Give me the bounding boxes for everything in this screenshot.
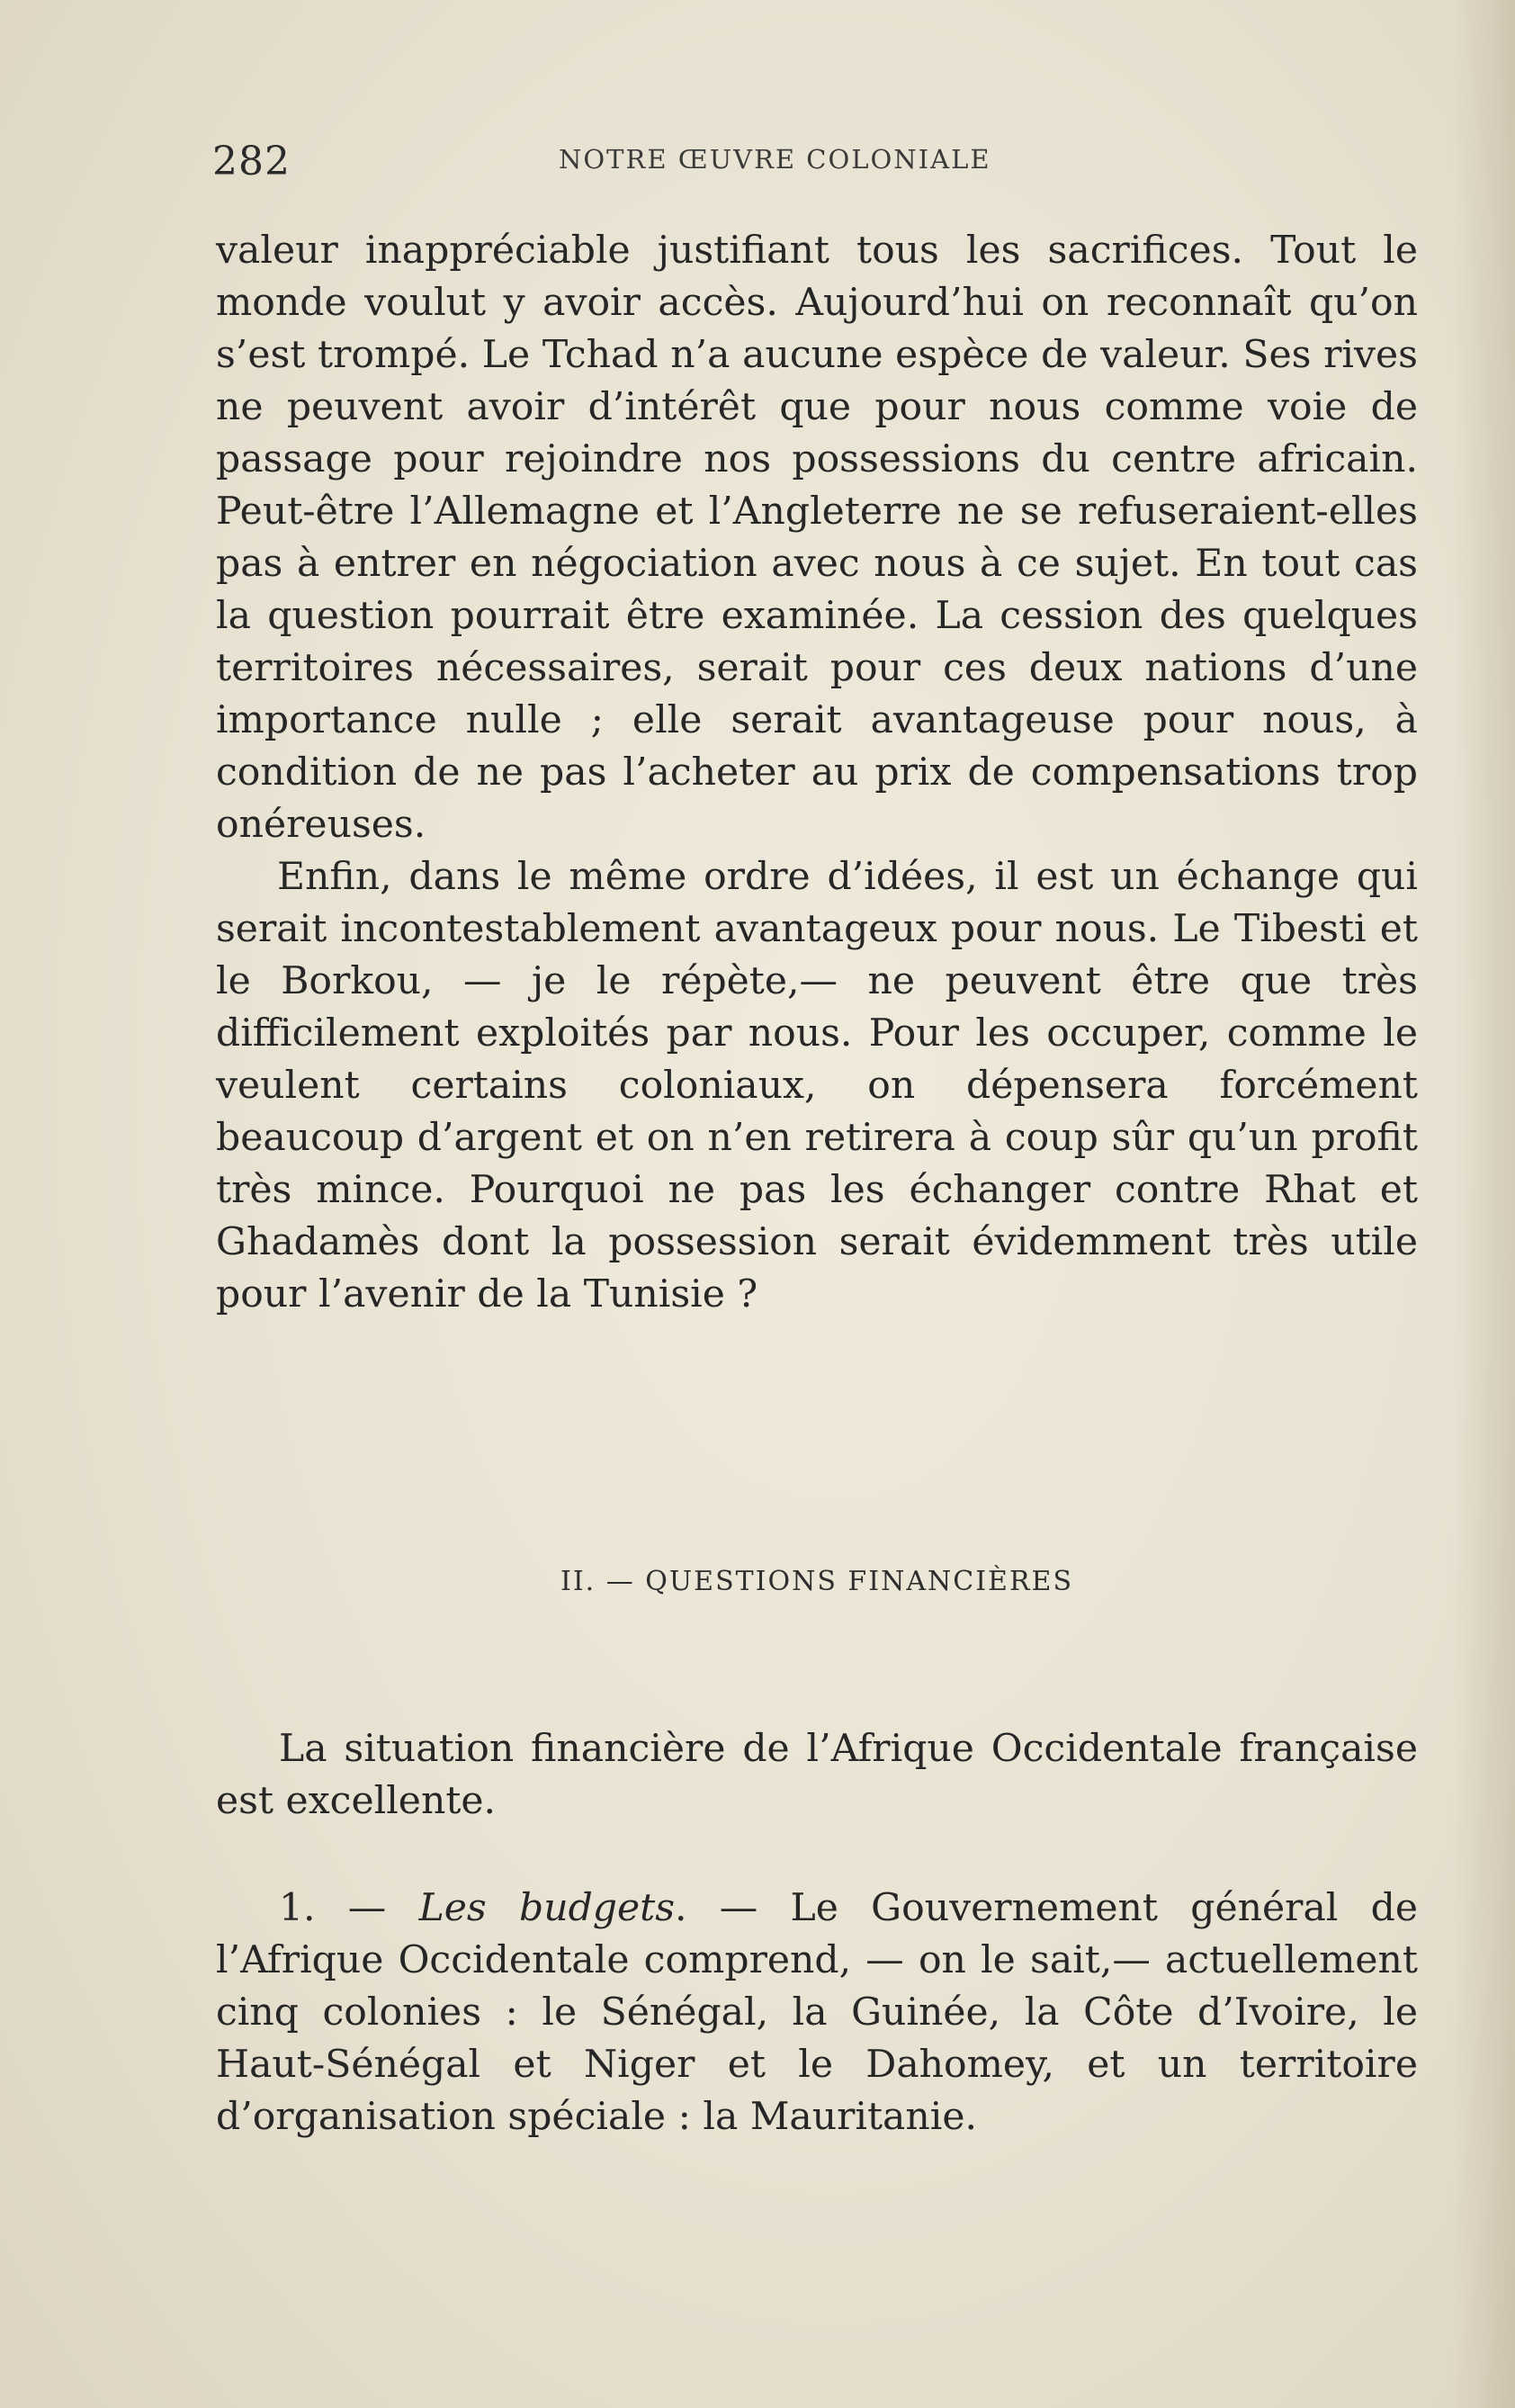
page-header	[212, 133, 1427, 187]
paragraph-budgets	[216, 1882, 1418, 2143]
section-intro	[216, 1723, 1418, 1828]
paragraph-continued: valeur inappréciable justifiant tous les sacrifices. Tout le monde voulut y avoir accès. Aujourd’hui on reconnaît qu’on s’est trompé. Le Tchad n’a aucune espèce de valeur. Ses rives ne peuvent avoir d’intérêt que pour nous comme voie de passage pour rejoindre nos possessions du centre africain. Peut-être l’Allemagne et l’Angleterre ne se refuseraient-elles pas à entrer en négociation avec nous à ce sujet. En tout cas la question pourrait être examinée. La cession des quelques territoires nécessaires, serait pour ces deux nations d’une importance nulle ; elle serait avantageuse pour nous, à condition de ne pas l’acheter au prix de compensations trop onéreuses.	[216, 229, 1418, 847]
paragraph-exchange: Enfin, dans le même ordre d’idées, il est un échange qui serait incontestablement avantageux pour nous. Le Tibesti et le Borkou, — je le répète,— ne peuvent être que très difficilement exploités par nous. Pour les occuper, comme le veulent certains coloniaux, on dépensera forcément beaucoup d’argent et on n’en retirera à coup sûr qu’un profit très mince. Pourquoi ne pas les échanger contre Rhat et Ghadamès dont la possession serait évidemment très utile pour l’avenir de la Tunisie ?	[216, 855, 1418, 1316]
page-number: 282	[212, 139, 291, 184]
paragraph-financial-situation: La situation financière de l’Afrique Occidentale française est excellente.	[216, 1727, 1418, 1823]
subsection-text: . — Le Gouvernement général de l’Afrique Occidentale comprend, — on le sait,— actuellement cinq colonies : le Sénégal, la Guinée, la Côte d’Ivoire, le Haut-Sénégal et Niger et le Dahomey, et un territoire d’organisation spéciale : la Mauritanie.	[216, 1886, 1418, 2139]
body-text	[216, 225, 1418, 1321]
section-heading: II. — QUESTIONS FINANCIÈRES	[560, 1566, 1073, 1597]
subsection-budgets	[216, 1882, 1418, 2143]
page-edge-shadow	[1452, 0, 1515, 2408]
subsection-number: 1. —	[279, 1886, 419, 1930]
running-title: NOTRE ŒUVRE COLONIALE	[559, 144, 991, 175]
subsection-title: Les budgets	[418, 1886, 676, 1930]
